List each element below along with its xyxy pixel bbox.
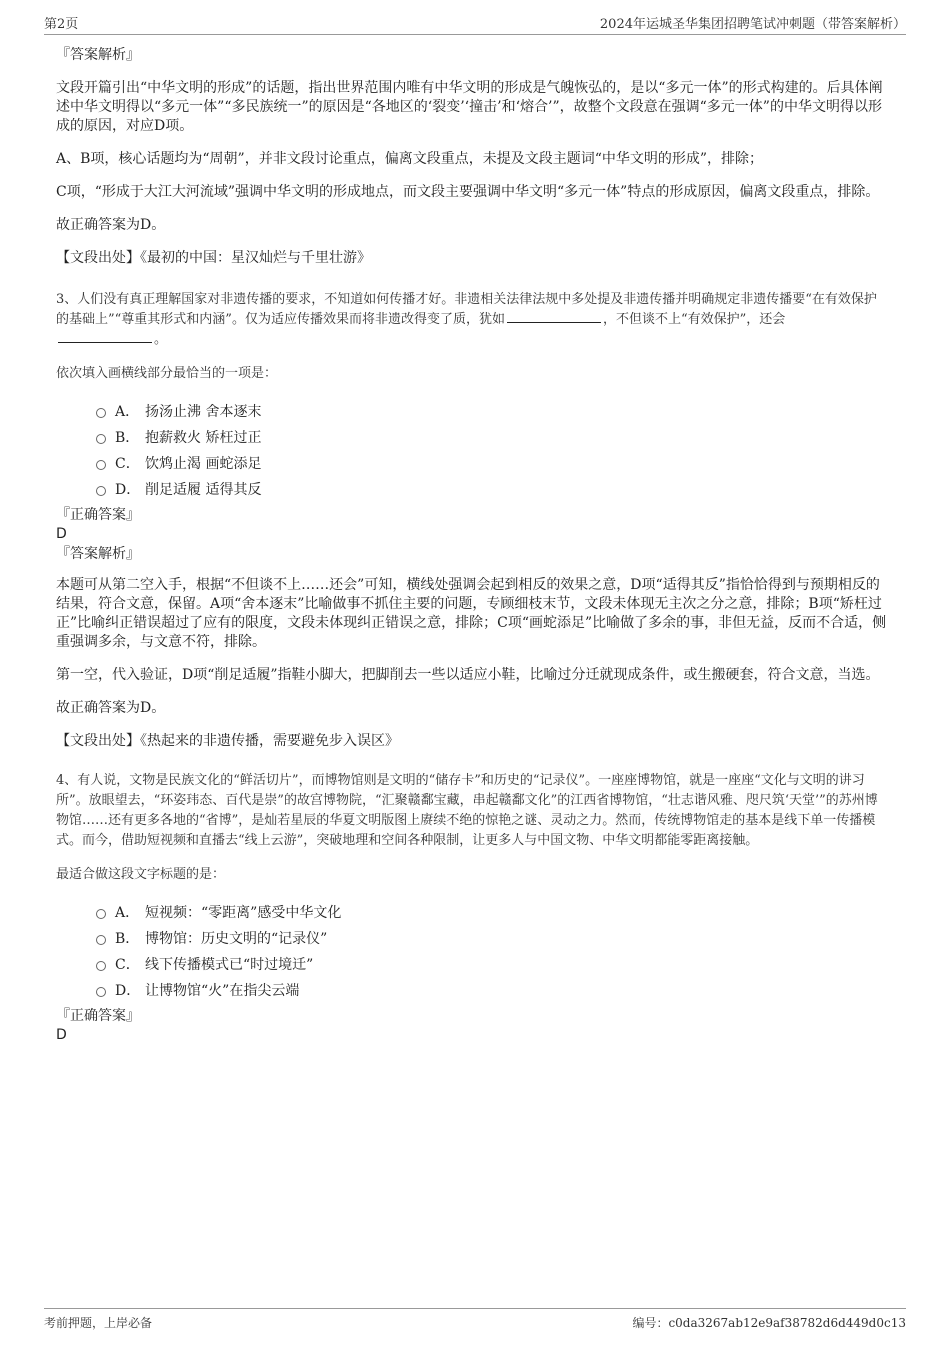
q2-analysis-p3: C项，“形成于大江大河流域”强调中华文明的形成地点，而文段主要强调中华文明“多元一体”特点的形成原因，偏离文段重点，排除。 — [56, 184, 880, 200]
q4-option-b[interactable] — [96, 925, 888, 951]
page-footer — [44, 1308, 906, 1338]
option-letter: D． — [115, 482, 141, 498]
q3-conclusion: 故正确答案为D。 — [56, 700, 166, 716]
q2-analysis-p1: 文段开篇引出“中华文明的形成”的话题，指出世界范围内唯有中华文明的形成是气魄恢弘的，是以“多元一体”的形式构建的。后具体阐述中华文明得以“多元一体”“多民族统一”的原因是“各地区的‘裂变’‘撞击’和‘熔合’”，故整个文段意在强调“多元一体”的中华文明得以形成的原因，对应D项。 — [56, 80, 883, 134]
q2-analysis-p2: A、B项，核心话题均为“周朝”，并非文段讨论重点，偏离文段重点，未提及文段主题词“中华文明的形成”，排除； — [56, 151, 764, 167]
radio-icon[interactable] — [96, 961, 106, 971]
option-letter: B． — [115, 931, 140, 947]
q4-option-d[interactable] — [96, 977, 888, 1003]
q2-conclusion: 故正确答案为D。 — [56, 217, 166, 233]
q3-stem — [56, 290, 888, 350]
option-letter: A． — [115, 404, 140, 420]
q2-source: 【文段出处】《最初的中国：星汉灿烂与千里壮游》 — [56, 250, 371, 266]
option-text: 扬汤止沸 舍本逐末 — [145, 404, 262, 420]
q3-instruction: 依次填入画横线部分最恰当的一项是： — [56, 366, 278, 381]
option-letter: C． — [115, 957, 140, 973]
q3-stem-part2: ，不但谈不上“有效保护”，还会 — [602, 312, 786, 327]
q4-stem: 4、有人说，文物是民族文化的“鲜活切片”，而博物馆则是文明的“储存卡”和历史的“记录仪”。一座座博物馆，就是一座座“文化与文明的讲习所”。放眼望去，“环姿玮态、百代是崇”的故宫博物院，“汇聚赣鄱宝藏，串起赣鄱文化”的江西省博物馆，“壮志谐风雅、咫尺筑‘天堂’”的苏州博物馆……还有更多各地的“省博”，是灿若星辰的华夏文明版图上赓续不绝的惊艳之谜、灵动之力。然而，传统博物馆走的基本是线下单一传播模式。而今，借助短视频和直播去“线上云游”，突破地理和空间各种限制，让更多人与中国文物、中华文明都能零距离接触。 — [56, 773, 878, 848]
q3-analysis-p2: 第一空，代入验证，D项“削足适履”指鞋小脚大，把脚削去一些以适应小鞋，比喻过分迁就现成条件，或生搬硬套，符合文意，当选。 — [56, 667, 880, 683]
q3-analysis-p1: 本题可从第二空入手，根据“不但谈不上……还会”可知，横线处强调会起到相反的效果之意，D项“适得其反”指恰恰得到与预期相反的结果，符合文意，保留。A项“舍本逐末”比喻做事不抓住主要的问题，专顾细枝末节，文段未体现无主次之分之意，排除；B项“矫枉过正”比喻纠正错误超过了应有的限度，文段未体现纠正错误之意，排除；C项“画蛇添足”比喻做了多余的事，非但无益，反而不合适，侧重强调多余，与文意不符，排除。 — [56, 577, 887, 650]
q4-option-c[interactable] — [96, 951, 888, 977]
option-letter: D． — [115, 983, 141, 999]
q3-stem-part3: 。 — [154, 332, 168, 347]
footer-slogan: 考前押题，上岸必备 — [44, 1316, 153, 1330]
option-text: 削足适履 适得其反 — [145, 482, 262, 498]
option-text: 饮鸩止渴 画蛇添足 — [145, 456, 262, 472]
q3-correct-answer: D — [56, 526, 67, 542]
page-number: 第2页 — [44, 17, 79, 32]
q4-correct-label: 『正确答案』 — [56, 1008, 140, 1024]
option-text: 短视频：“零距离”感受中华文化 — [145, 905, 342, 921]
document-title: 2024年运城圣华集团招聘笔试冲刺题（带答案解析） — [599, 17, 906, 32]
page-header — [44, 12, 906, 35]
q3-option-c[interactable] — [96, 450, 888, 476]
option-letter: B． — [115, 430, 140, 446]
q3-correct-label: 『正确答案』 — [56, 507, 140, 523]
q3-blank-1 — [507, 310, 601, 323]
option-letter: C． — [115, 456, 140, 472]
q3-blank-2 — [58, 330, 152, 343]
radio-icon[interactable] — [96, 434, 106, 444]
option-text: 让博物馆“火”在指尖云端 — [145, 983, 300, 999]
option-text: 抱薪救火 矫枉过正 — [145, 430, 262, 446]
q3-option-b[interactable] — [96, 424, 888, 450]
radio-icon[interactable] — [96, 935, 106, 945]
q3-stem-part1: 3、人们没有真正理解国家对非遗传播的要求，不知道如何传播才好。非遗相关法律法规中多处提及非遗传播并明确规定非遗传播要“在有效保护的基础上”“尊重其形式和内涵”。仅为适应传播效果而将非遗改得变了质，犹如 — [56, 292, 877, 327]
radio-icon[interactable] — [96, 486, 106, 496]
q4-option-a[interactable] — [96, 899, 888, 925]
q2-analysis-label: 『答案解析』 — [56, 47, 140, 63]
option-text: 线下传播模式已“时过境迁” — [145, 957, 314, 973]
q4-instruction: 最适合做这段文字标题的是： — [56, 867, 226, 882]
q3-source: 【文段出处】《热起来的非遗传播，需要避免步入误区》 — [56, 733, 399, 749]
radio-icon[interactable] — [96, 408, 106, 418]
q4-options — [96, 899, 888, 1003]
option-letter: A． — [115, 905, 140, 921]
q4-correct-answer: D — [56, 1027, 67, 1043]
q3-analysis-label: 『答案解析』 — [56, 546, 140, 562]
q3-options — [96, 398, 888, 502]
option-text: 博物馆：历史文明的“记录仪” — [145, 931, 328, 947]
q3-option-d[interactable] — [96, 476, 888, 502]
radio-icon[interactable] — [96, 460, 106, 470]
page-content — [56, 46, 888, 1044]
radio-icon[interactable] — [96, 987, 106, 997]
q3-option-a[interactable] — [96, 398, 888, 424]
radio-icon[interactable] — [96, 909, 106, 919]
document-id: 编号：c0da3267ab12e9af38782d6d449d0c13 — [632, 1316, 906, 1330]
